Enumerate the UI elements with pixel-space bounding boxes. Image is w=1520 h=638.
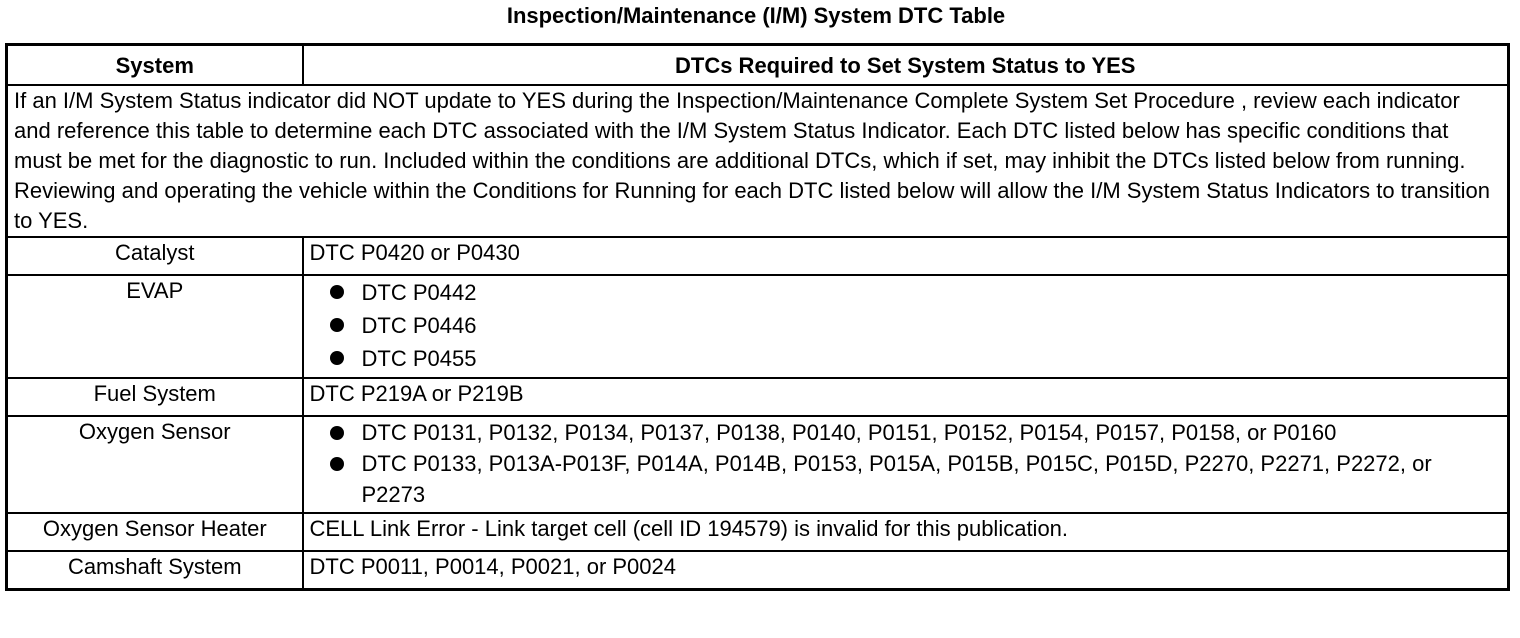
system-cell: Fuel System <box>7 378 303 416</box>
table-row <box>7 275 1509 378</box>
bullet-icon <box>330 351 344 365</box>
intro-row <box>7 85 1509 237</box>
dtc-cell: DTC P0011, P0014, P0021, or P0024 <box>303 551 1509 590</box>
dtc-cell <box>303 275 1509 378</box>
dtc-cell: DTC P0420 or P0430 <box>303 237 1509 275</box>
dtc-cell: CELL Link Error - Link target cell (cell ID 194579) is invalid for this publication. <box>303 513 1509 551</box>
bullet-icon <box>330 318 344 332</box>
bullet-icon <box>330 285 344 299</box>
page-title: Inspection/Maintenance (I/M) System DTC Table <box>506 3 1006 28</box>
system-cell: Camshaft System <box>7 551 303 590</box>
column-header-dtcs: DTCs Required to Set System Status to YES <box>303 45 1509 86</box>
list-item: DTC P0442 <box>330 276 1502 309</box>
dtc-list <box>310 276 1502 377</box>
system-cell: Oxygen Sensor Heater <box>7 513 303 551</box>
intro-text: If an I/M System Status indicator did NOT update to YES during the Inspection/Maintenance Complete System Set Procedure , review each indicator and reference this table to determine each DTC associated with the I/M System Status Indicator. Each DTC listed below has specific conditions that must be met for the diagnostic to run. Included within the conditions are additional DTCs, which if set, may inhibit the DTCs listed below from running. Reviewing and operating the vehicle within the Conditions for Running for each DTC listed below will allow the I/M System Status Indicators to transition to YES. <box>7 85 1509 237</box>
system-cell: EVAP <box>7 275 303 378</box>
bullet-icon <box>330 457 344 471</box>
system-cell: Oxygen Sensor <box>7 416 303 513</box>
dtc-table <box>5 43 1510 591</box>
table-row <box>7 237 1509 275</box>
dtc-list <box>310 417 1502 512</box>
table-row <box>7 551 1509 590</box>
list-item: DTC P0131, P0132, P0134, P0137, P0138, P0140, P0151, P0152, P0154, P0157, P0158, or P0160 <box>330 417 1502 448</box>
table-row <box>7 416 1509 513</box>
dtc-cell: DTC P219A or P219B <box>303 378 1509 416</box>
column-header-system: System <box>7 45 303 86</box>
table-row <box>7 513 1509 551</box>
list-item: DTC P0446 <box>330 309 1502 342</box>
list-item: DTC P0455 <box>330 342 1502 375</box>
system-cell: Catalyst <box>7 237 303 275</box>
list-item: DTC P0133, P013A-P013F, P014A, P014B, P0153, P015A, P015B, P015C, P015D, P2270, P2271, P2272, or P2273 <box>330 448 1502 510</box>
table-row <box>7 378 1509 416</box>
dtc-cell <box>303 416 1509 513</box>
header-row <box>7 45 1509 86</box>
bullet-icon <box>330 426 344 440</box>
